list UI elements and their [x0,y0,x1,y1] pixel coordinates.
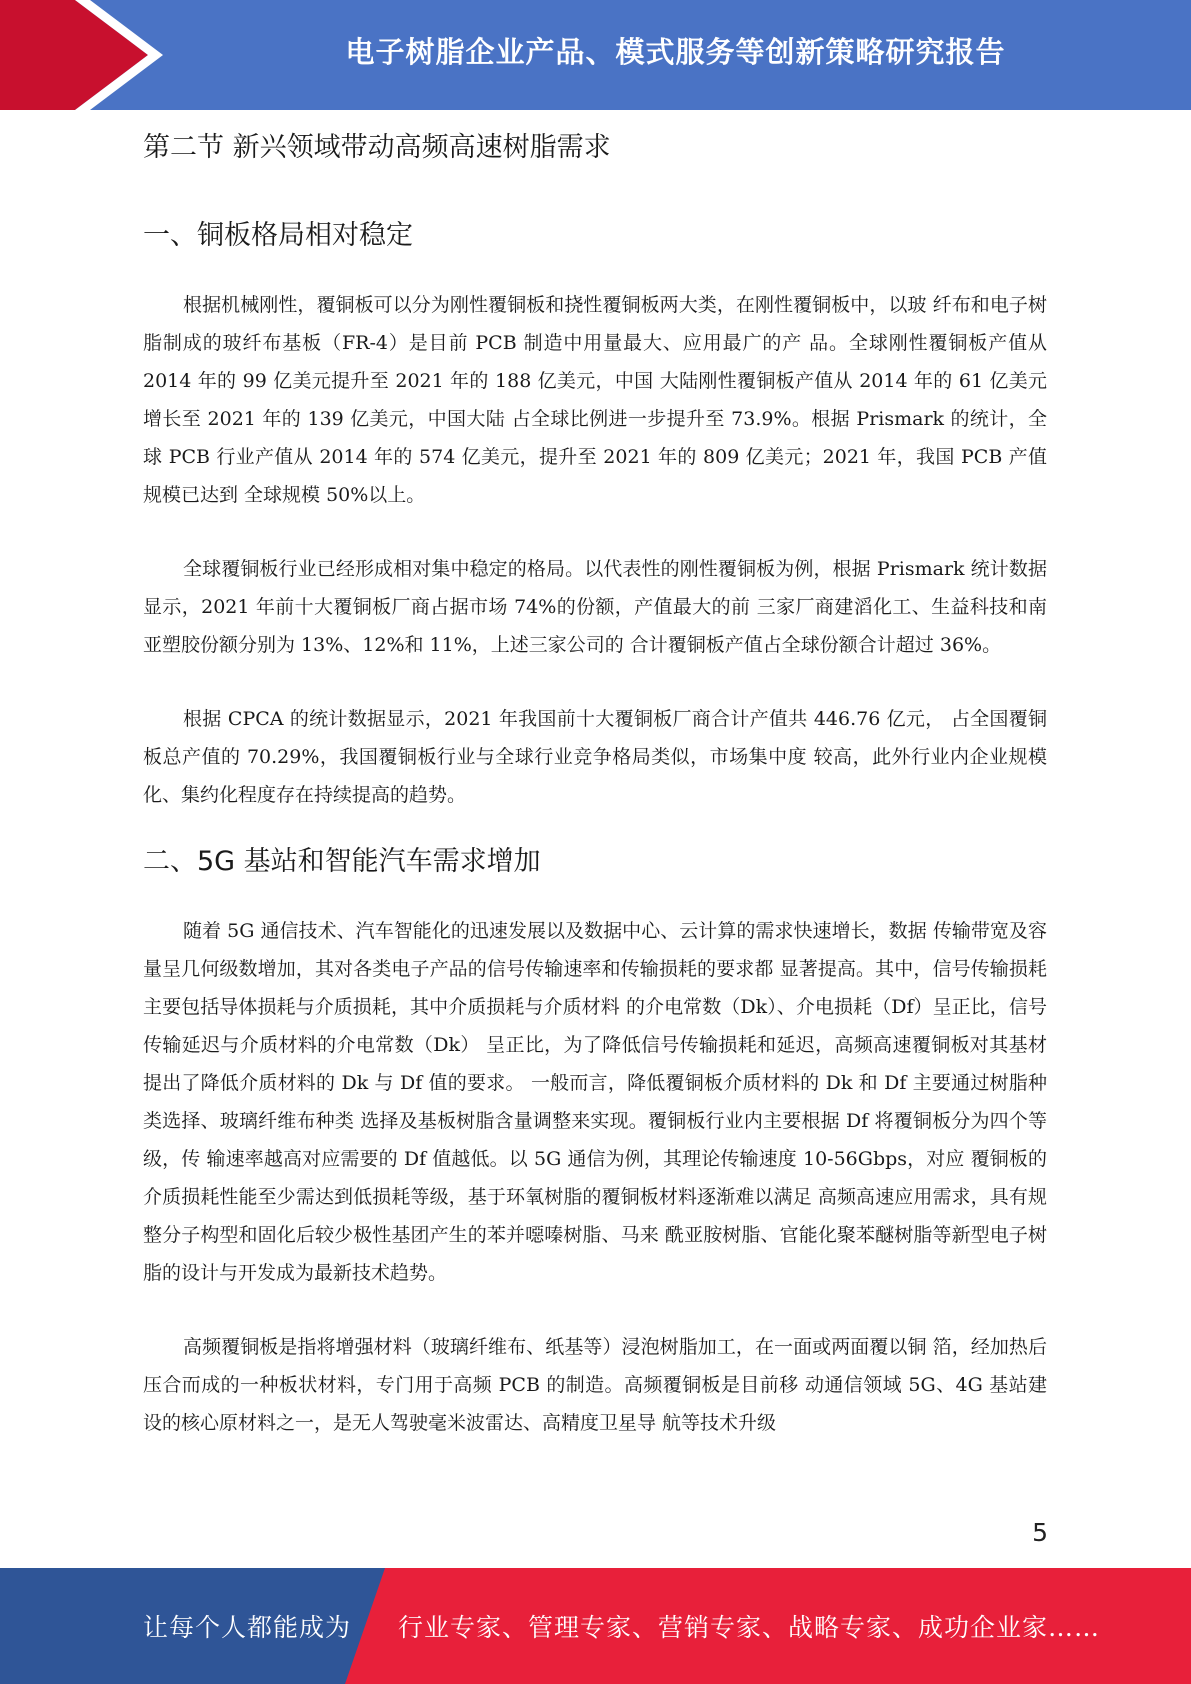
footer-slogan-right: 行业专家、管理专家、营销专家、战略专家、成功企业家…… [398,1613,1101,1642]
paragraph: 高频覆铜板是指将增强材料（玻璃纤维布、纸基等）浸泡树脂加工，在一面或两面覆以铜 箔，经加热后压合而成的一种板状材料，专门用于高频 PCB 的制造。高频覆铜板是目前移 动通信领域 5G、4G 基站建设的核心原材料之一，是无人驾驶毫米波雷达、高精度卫星导 航等技术升级 [143,1336,1047,1434]
header-band [0,0,1191,110]
paragraph: 随着 5G 通信技术、汽车智能化的迅速发展以及数据中心、云计算的需求快速增长，数据 传输带宽及容量呈几何级数增加，其对各类电子产品的信号传输速率和传输损耗的要求都 显著提高。其中，信号传输损耗主要包括导体损耗与介质损耗，其中介质损耗与介质材料 的介电常数（Dk）、介电损耗（Df）呈正比，信号传输延迟与介质材料的介电常数（Dk） 呈正比，为了降低信号传输损耗和延迟，高频高速覆铜板对其基材提出了降低介质材料的 Dk 与 Df 值的要求。 一般而言，降低覆铜板介质材料的 Dk 和 Df 主要通过树脂种类选择、玻璃纤维布种类 选择及基板树脂含量调整来实现。覆铜板行业内主要根据 Df 将覆铜板分为四个等级，传 输速率越高对应需要的 Df 值越低。以 5G 通信为例，其理论传输速度 10-56Gbps，对应 覆铜板的介质损耗性能至少需达到低损耗等级，基于环氧树脂的覆铜板材料逐渐难以满足 高频高速应用需求，具有规整分子构型和固化后较少极性基团产生的苯并噁嗪树脂、马来 酰亚胺树脂、官能化聚苯醚树脂等新型电子树脂的设计与开发成为最新技术趋势。 [143,920,1047,1284]
footer-band [0,1568,1191,1684]
heading-5g-automotive: 二、5G 基站和智能汽车需求增加 [143,846,541,877]
report-title: 电子树脂企业产品、模式服务等创新策略研究报告 [345,34,1006,69]
paragraph: 根据机械刚性，覆铜板可以分为刚性覆铜板和挠性覆铜板两大类，在刚性覆铜板中，以玻 纤布和电子树脂制成的玻纤布基板（FR-4）是目前 PCB 制造中用量最大、应用最广的产 品。全球刚性覆铜板产值从 2014 年的 99 亿美元提升至 2021 年的 188 亿美元，中国 大陆刚性覆铜板产值从 2014 年的 61 亿美元增长至 2021 年的 139 亿美元，中国大陆 占全球比例进一步提升至 73.9%。根据 Prismark 的统计，全球 PCB 行业产值从 2014 年的 574 亿美元，提升至 2021 年的 809 亿美元；2021 年，我国 PCB 产值规模已达到 全球规模 50%以上。 [143,294,1047,506]
footer-slogan-left: 让每个人都能成为 [143,1613,352,1642]
page-content [143,128,1047,1478]
section-title: 第二节 新兴领域带动高频高速树脂需求 [143,132,611,163]
page-number: 5 [1032,1518,1048,1547]
paragraph: 根据 CPCA 的统计数据显示，2021 年我国前十大覆铜板厂商合计产值共 446.76 亿元， 占全国覆铜板总产值的 70.29%，我国覆铜板行业与全球行业竞争格局类似，市场集中度 较高，此外行业内企业规模化、集约化程度存在持续提高的趋势。 [143,708,1047,806]
paragraph: 全球覆铜板行业已经形成相对集中稳定的格局。以代表性的刚性覆铜板为例，根据 Prismark 统计数据显示，2021 年前十大覆铜板厂商占据市场 74%的份额，产值最大的前 三家厂商建滔化工、生益科技和南亚塑胶份额分别为 13%、12%和 11%，上述三家公司的 合计覆铜板产值占全球份额合计超过 36%。 [143,558,1047,656]
heading-copper-board: 一、铜板格局相对稳定 [143,220,413,251]
